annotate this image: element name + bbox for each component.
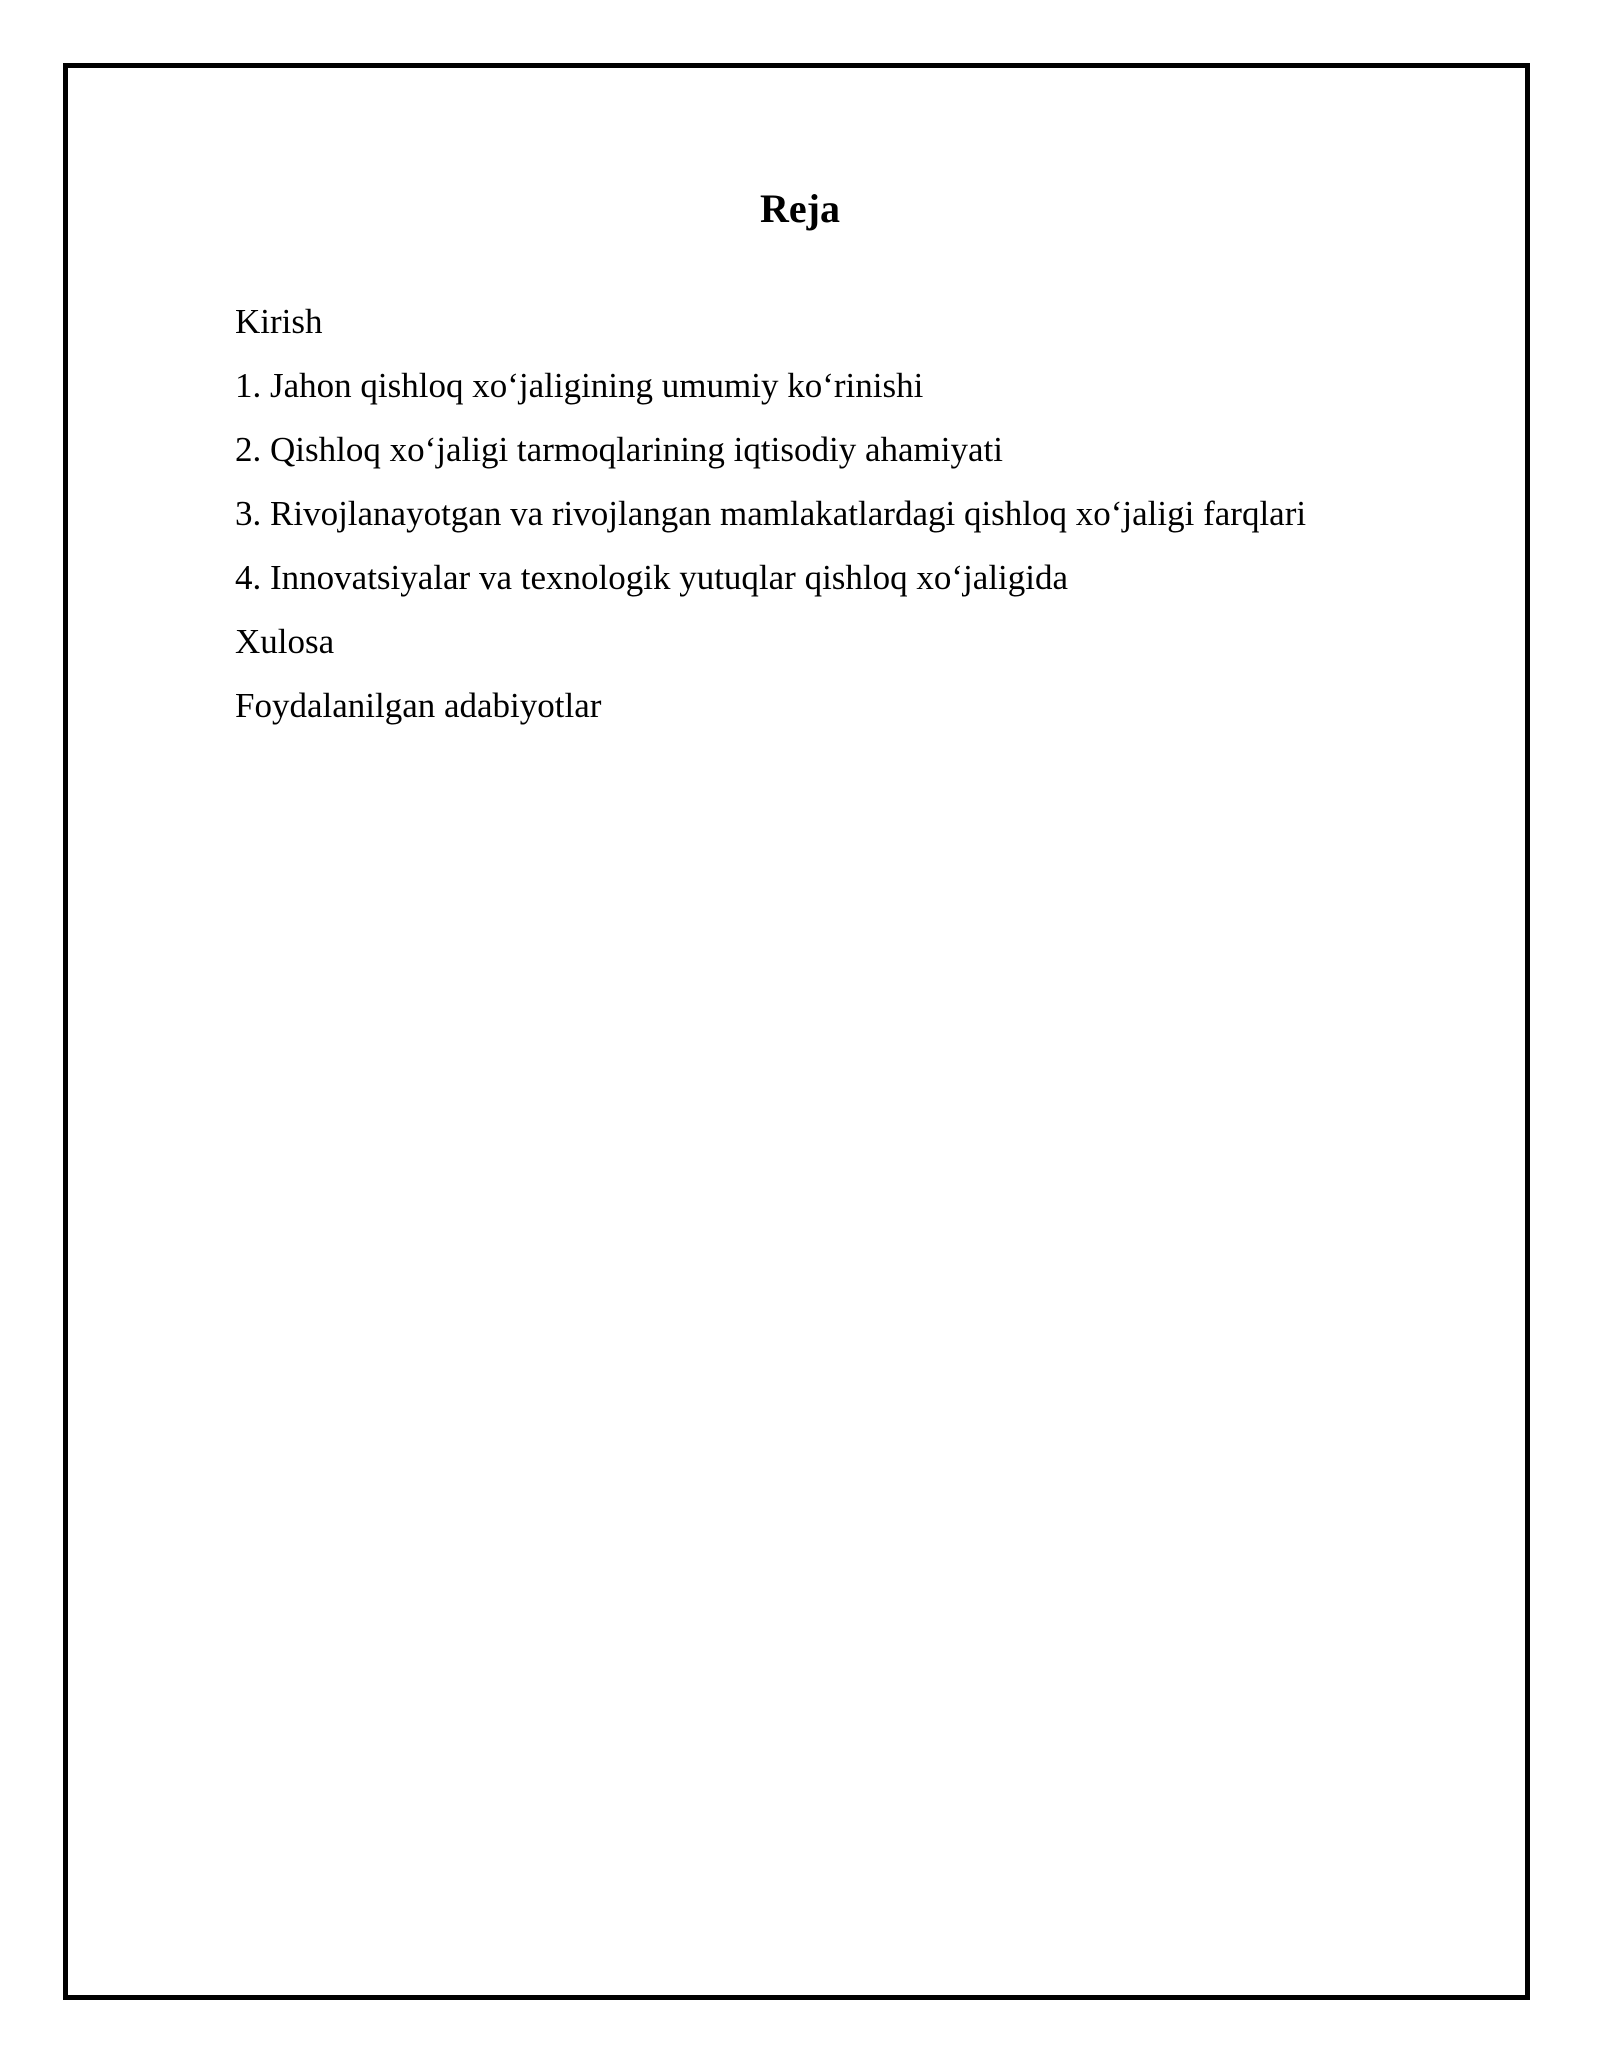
- toc-item-1: 1. Jahon qishloq xo‘jaligining umumiy ko‘rinishi: [235, 366, 924, 405]
- toc-item-3: 3. Rivojlanayotgan va rivojlangan mamlakatlardagi qishloq xo‘jaligi farqlari: [235, 494, 1307, 533]
- page-title: Reja: [760, 186, 840, 231]
- toc-item-conclusion: Xulosa: [235, 622, 335, 661]
- toc-item-2: 2. Qishloq xo‘jaligi tarmoqlarining iqtisodiy ahamiyati: [235, 430, 1003, 469]
- toc-item-references: Foydalanilgan adabiyotlar: [235, 686, 602, 725]
- toc-item-introduction: Kirish: [235, 302, 323, 341]
- toc-item-4: 4. Innovatsiyalar va texnologik yutuqlar qishloq xo‘jaligida: [235, 558, 1069, 597]
- table-of-contents: [235, 290, 1306, 738]
